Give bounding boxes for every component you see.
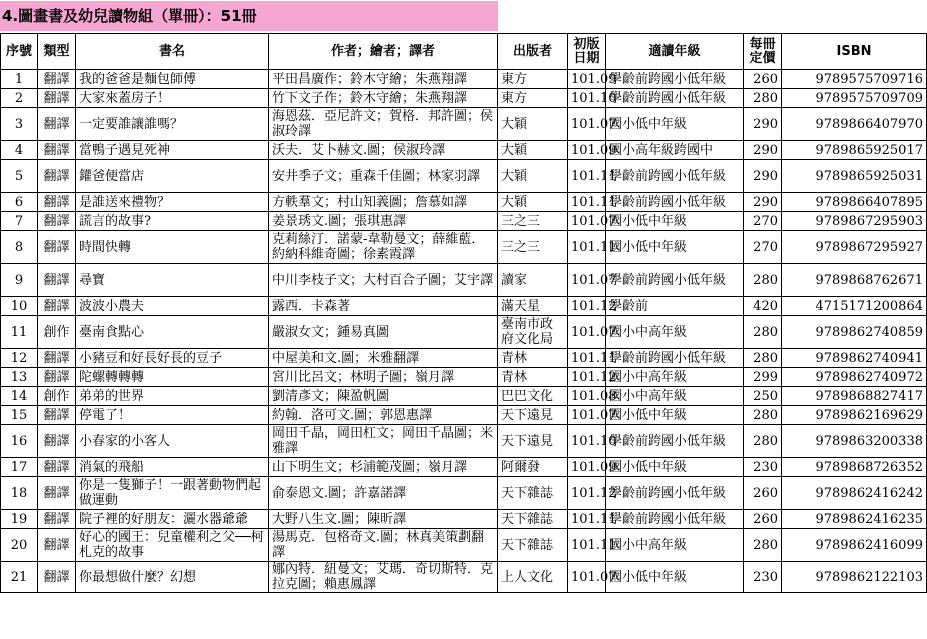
cell-seq: 16 — [1, 425, 38, 458]
cell-grade: 國小低中年級 — [606, 108, 744, 141]
cell-date: 101.07 — [568, 264, 606, 297]
cell-price: 280 — [744, 406, 782, 425]
cell-grade: 國小中高年級 — [606, 387, 744, 406]
table-row[interactable] — [1, 193, 927, 212]
cell-type: 翻譯 — [38, 529, 76, 562]
table-row[interactable] — [1, 458, 927, 477]
cell-title: 謊言的故事? — [76, 212, 269, 231]
cell-title: 是誰送來禮物？ — [76, 193, 269, 212]
cell-grade: 國小高年級跨國中 — [606, 141, 744, 160]
cell-grade: 國小低中年級 — [606, 406, 744, 425]
cell-isbn: 9789865925031 — [782, 160, 927, 193]
cell-price: 290 — [744, 160, 782, 193]
cell-isbn: 9789867295927 — [782, 231, 927, 264]
cell-seq: 3 — [1, 108, 38, 141]
cell-title: 我的爸爸是麵包師傅 — [76, 70, 269, 89]
cell-publisher: 三之三 — [498, 212, 568, 231]
cell-isbn: 9789575709716 — [782, 70, 927, 89]
cell-type: 翻譯 — [38, 406, 76, 425]
cell-author: 約翰．洛可文.圖；郭恩惠譯 — [269, 406, 498, 425]
table-row[interactable] — [1, 529, 927, 562]
cell-price: 420 — [744, 297, 782, 316]
cell-type: 翻譯 — [38, 297, 76, 316]
cell-price: 260 — [744, 477, 782, 510]
cell-type: 翻譯 — [38, 141, 76, 160]
cell-isbn: 9789862416099 — [782, 529, 927, 562]
cell-date: 101.09 — [568, 458, 606, 477]
cell-type: 翻譯 — [38, 160, 76, 193]
cell-title: 當鴨子遇見死神 — [76, 141, 269, 160]
cell-author: 山下明生文；杉浦範茂圖；嶺月譯 — [269, 458, 498, 477]
cell-isbn: 9789865925017 — [782, 141, 927, 160]
cell-isbn: 9789868827417 — [782, 387, 927, 406]
cell-price: 290 — [744, 108, 782, 141]
cell-author: 姜景琇文.圖；張琪惠譯 — [269, 212, 498, 231]
table-row[interactable] — [1, 212, 927, 231]
cell-publisher: 大穎 — [498, 141, 568, 160]
cell-type: 翻譯 — [38, 264, 76, 297]
cell-date: 101.08 — [568, 387, 606, 406]
cell-author: 娜內特．紐曼文；艾瑪．奇切斯特．克拉克圖；賴惠鳳譯 — [269, 562, 498, 593]
cell-date: 101.12 — [568, 297, 606, 316]
cell-date: 101.10 — [568, 89, 606, 108]
cell-isbn: 9789863200338 — [782, 425, 927, 458]
cell-price: 280 — [744, 264, 782, 297]
cell-seq: 8 — [1, 231, 38, 264]
table-row[interactable] — [1, 141, 927, 160]
cell-date: 101.09 — [568, 70, 606, 89]
cell-type: 翻譯 — [38, 212, 76, 231]
cell-author: 宮川比呂文；林明子圖；嶺月譯 — [269, 368, 498, 387]
sheet-title: 4.圖畫書及幼兒讀物組（單冊）：51冊 — [0, 1, 498, 31]
header-title[interactable]: 書名 — [76, 34, 269, 70]
cell-grade: 學齡前跨國小低年級 — [606, 425, 744, 458]
cell-publisher: 東方 — [498, 89, 568, 108]
cell-title: 一定要誰讓誰嗎？ — [76, 108, 269, 141]
cell-grade: 學齡前跨國小低年級 — [606, 89, 744, 108]
cell-date: 101.11 — [568, 349, 606, 368]
table-row[interactable] — [1, 477, 927, 510]
cell-isbn: 9789575709709 — [782, 89, 927, 108]
cell-grade: 學齡前跨國小低年級 — [606, 70, 744, 89]
cell-isbn: 9789866407970 — [782, 108, 927, 141]
cell-author: 安井季子文；重森千佳圖；林家羽譯 — [269, 160, 498, 193]
table-row[interactable] — [1, 264, 927, 297]
cell-price: 290 — [744, 193, 782, 212]
cell-date: 101.11 — [568, 160, 606, 193]
cell-seq: 20 — [1, 529, 38, 562]
cell-date: 101.12 — [568, 477, 606, 510]
table-row[interactable] — [1, 425, 927, 458]
cell-price: 280 — [744, 349, 782, 368]
header-seq[interactable]: 序號 — [1, 34, 38, 70]
cell-publisher: 東方 — [498, 70, 568, 89]
cell-grade: 學齡前 — [606, 297, 744, 316]
cell-price: 299 — [744, 368, 782, 387]
cell-seq: 4 — [1, 141, 38, 160]
table-row[interactable] — [1, 510, 927, 529]
cell-price: 250 — [744, 387, 782, 406]
cell-author: 沃夫．艾卜赫文.圖；侯淑玲譯 — [269, 141, 498, 160]
cell-title: 小豬豆和好長好長的豆子 — [76, 349, 269, 368]
table-row[interactable] — [1, 387, 927, 406]
cell-type: 創作 — [38, 316, 76, 349]
cell-isbn: 9789868726352 — [782, 458, 927, 477]
header-type[interactable]: 類型 — [38, 34, 76, 70]
cell-author: 中屋美和文.圖；米雅翻譯 — [269, 349, 498, 368]
cell-author: 露西．卡森著 — [269, 297, 498, 316]
cell-author: 平田昌廣作；鈴木守繪；朱燕翔譯 — [269, 70, 498, 89]
cell-seq: 10 — [1, 297, 38, 316]
cell-title: 停電了！ — [76, 406, 269, 425]
cell-isbn: 9789862740859 — [782, 316, 927, 349]
table-row[interactable] — [1, 368, 927, 387]
cell-isbn: 9789866407895 — [782, 193, 927, 212]
cell-author: 竹下文子作；鈴木守繪；朱燕翔譯 — [269, 89, 498, 108]
cell-isbn: 9789868762671 — [782, 264, 927, 297]
cell-publisher: 臺南市政府文化局 — [498, 316, 568, 349]
cell-title: 消氣的飛船 — [76, 458, 269, 477]
cell-price: 270 — [744, 212, 782, 231]
table-row[interactable] — [1, 89, 927, 108]
table-row[interactable] — [1, 231, 927, 264]
cell-grade: 國小中高年級 — [606, 316, 744, 349]
cell-grade: 國小低中年級 — [606, 231, 744, 264]
cell-grade: 國小中高年級 — [606, 529, 744, 562]
cell-seq: 19 — [1, 510, 38, 529]
cell-publisher: 青林 — [498, 368, 568, 387]
cell-date: 101.07 — [568, 212, 606, 231]
cell-seq: 2 — [1, 89, 38, 108]
cell-title: 陀螺轉轉轉 — [76, 368, 269, 387]
cell-price: 230 — [744, 458, 782, 477]
cell-isbn: 9789862416235 — [782, 510, 927, 529]
cell-date: 101.07 — [568, 316, 606, 349]
cell-publisher: 三之三 — [498, 231, 568, 264]
cell-type: 翻譯 — [38, 70, 76, 89]
table-row[interactable] — [1, 316, 927, 349]
cell-title: 時間快轉 — [76, 231, 269, 264]
cell-publisher: 上人文化 — [498, 562, 568, 593]
cell-isbn: 9789862740941 — [782, 349, 927, 368]
cell-title: 好心的國王：兒童權利之父──柯札克的故事 — [76, 529, 269, 562]
cell-seq: 7 — [1, 212, 38, 231]
cell-title: 你最想做什麼？幻想 — [76, 562, 269, 593]
cell-seq: 11 — [1, 316, 38, 349]
cell-price: 280 — [744, 529, 782, 562]
cell-date: 101.07 — [568, 562, 606, 593]
cell-author: 大野八生文.圖；陳昕譯 — [269, 510, 498, 529]
cell-seq: 13 — [1, 368, 38, 387]
cell-publisher: 巴巴文化 — [498, 387, 568, 406]
table-row[interactable] — [1, 108, 927, 141]
cell-date: 101.10 — [568, 425, 606, 458]
cell-author: 劉清彥文；陳盈帆圖 — [269, 387, 498, 406]
cell-title: 你是一隻獅子！一跟著動物們起做運動 — [76, 477, 269, 510]
cell-isbn: 9789862416242 — [782, 477, 927, 510]
cell-seq: 17 — [1, 458, 38, 477]
cell-type: 翻譯 — [38, 368, 76, 387]
header-price[interactable]: 每冊定價 — [744, 34, 782, 70]
cell-seq: 15 — [1, 406, 38, 425]
cell-author: 海恩茲．亞尼許文；賀格．邦許圖；侯淑玲譯 — [269, 108, 498, 141]
header-publisher[interactable]: 出版者 — [498, 34, 568, 70]
header-author[interactable]: 作者；繪者；譯者 — [269, 34, 498, 70]
cell-price: 230 — [744, 562, 782, 593]
cell-title: 尋寶 — [76, 264, 269, 297]
cell-date: 101.11 — [568, 231, 606, 264]
cell-publisher: 滿天星 — [498, 297, 568, 316]
table-body — [1, 70, 927, 593]
table-row[interactable] — [1, 406, 927, 425]
cell-grade: 學齡前跨國小低年級 — [606, 160, 744, 193]
cell-grade: 國小低中年級 — [606, 458, 744, 477]
cell-isbn: 9789867295903 — [782, 212, 927, 231]
header-grade[interactable]: 適讀年級 — [606, 34, 744, 70]
cell-seq: 6 — [1, 193, 38, 212]
cell-isbn: 9789862122103 — [782, 562, 927, 593]
table-row[interactable] — [1, 70, 927, 89]
cell-seq: 9 — [1, 264, 38, 297]
cell-publisher: 天下遠見 — [498, 425, 568, 458]
cell-grade: 國小中高年級 — [606, 368, 744, 387]
cell-type: 翻譯 — [38, 458, 76, 477]
cell-type: 翻譯 — [38, 89, 76, 108]
cell-price: 280 — [744, 425, 782, 458]
cell-type: 翻譯 — [38, 108, 76, 141]
cell-seq: 1 — [1, 70, 38, 89]
cell-date: 101.09 — [568, 141, 606, 160]
table-row[interactable] — [1, 349, 927, 368]
cell-seq: 14 — [1, 387, 38, 406]
cell-publisher: 大穎 — [498, 160, 568, 193]
cell-date: 101.11 — [568, 510, 606, 529]
cell-author: 湯馬克．包格奇文.圖；林真美策劃翻譯 — [269, 529, 498, 562]
cell-author: 岡田千晶，岡田杠文；岡田千晶圖；米雅譯 — [269, 425, 498, 458]
cell-type: 翻譯 — [38, 510, 76, 529]
cell-grade: 學齡前跨國小低年級 — [606, 193, 744, 212]
book-list-table — [0, 33, 927, 593]
cell-date: 101.12 — [568, 368, 606, 387]
cell-publisher: 大穎 — [498, 108, 568, 141]
cell-publisher: 大穎 — [498, 193, 568, 212]
cell-title: 弟弟的世界 — [76, 387, 269, 406]
table-row[interactable] — [1, 562, 927, 593]
cell-type: 創作 — [38, 387, 76, 406]
cell-author: 克莉絲汀．諾蒙-韋勒曼文；薛維藍．約納科維奇圖；徐素霞譯 — [269, 231, 498, 264]
cell-type: 翻譯 — [38, 477, 76, 510]
cell-type: 翻譯 — [38, 425, 76, 458]
cell-title: 大家來蓋房子！ — [76, 89, 269, 108]
cell-seq: 18 — [1, 477, 38, 510]
cell-price: 280 — [744, 89, 782, 108]
cell-publisher: 讀家 — [498, 264, 568, 297]
cell-author: 方軼羣文；村山知義圖；詹慕如譯 — [269, 193, 498, 212]
table-row[interactable] — [1, 297, 927, 316]
cell-publisher: 天下雜誌 — [498, 477, 568, 510]
cell-author: 中川李枝子文；大村百合子圖；艾宇譯 — [269, 264, 498, 297]
cell-price: 290 — [744, 141, 782, 160]
cell-isbn: 9789862740972 — [782, 368, 927, 387]
cell-grade: 學齡前跨國小低年級 — [606, 510, 744, 529]
cell-seq: 5 — [1, 160, 38, 193]
cell-publisher: 天下雜誌 — [498, 510, 568, 529]
cell-author: 俞泰恩文.圖；許嘉諾譯 — [269, 477, 498, 510]
cell-author: 嚴淑女文；鍾易真圖 — [269, 316, 498, 349]
cell-grade: 學齡前跨國小低年級 — [606, 349, 744, 368]
cell-isbn: 4715171200864 — [782, 297, 927, 316]
cell-type: 翻譯 — [38, 193, 76, 212]
cell-publisher: 天下雜誌 — [498, 529, 568, 562]
cell-price: 280 — [744, 316, 782, 349]
cell-date: 101.07 — [568, 108, 606, 141]
cell-publisher: 天下遠見 — [498, 406, 568, 425]
cell-date: 101.11 — [568, 529, 606, 562]
cell-publisher: 阿爾發 — [498, 458, 568, 477]
table-row[interactable] — [1, 160, 927, 193]
header-isbn[interactable]: ISBN — [782, 34, 927, 70]
cell-publisher: 青林 — [498, 349, 568, 368]
cell-seq: 12 — [1, 349, 38, 368]
cell-type: 翻譯 — [38, 562, 76, 593]
cell-grade: 國小低中年級 — [606, 212, 744, 231]
header-row — [1, 34, 927, 70]
cell-date: 101.07 — [568, 406, 606, 425]
cell-grade: 學齡前跨國小低年級 — [606, 477, 744, 510]
cell-isbn: 9789862169629 — [782, 406, 927, 425]
cell-title: 波波小農夫 — [76, 297, 269, 316]
cell-grade: 學齡前跨國小低年級 — [606, 264, 744, 297]
cell-title: 臺南食點心 — [76, 316, 269, 349]
cell-grade: 國小低中年級 — [606, 562, 744, 593]
cell-date: 101.11 — [568, 193, 606, 212]
cell-title: 小春家的小客人 — [76, 425, 269, 458]
cell-seq: 21 — [1, 562, 38, 593]
cell-title: 鑵爸便當店 — [76, 160, 269, 193]
cell-type: 翻譯 — [38, 231, 76, 264]
header-pubdate[interactable]: 初版日期 — [568, 34, 606, 70]
cell-price: 260 — [744, 510, 782, 529]
cell-price: 260 — [744, 70, 782, 89]
cell-price: 270 — [744, 231, 782, 264]
cell-title: 院子裡的好朋友：灑水器爺爺 — [76, 510, 269, 529]
cell-type: 翻譯 — [38, 349, 76, 368]
